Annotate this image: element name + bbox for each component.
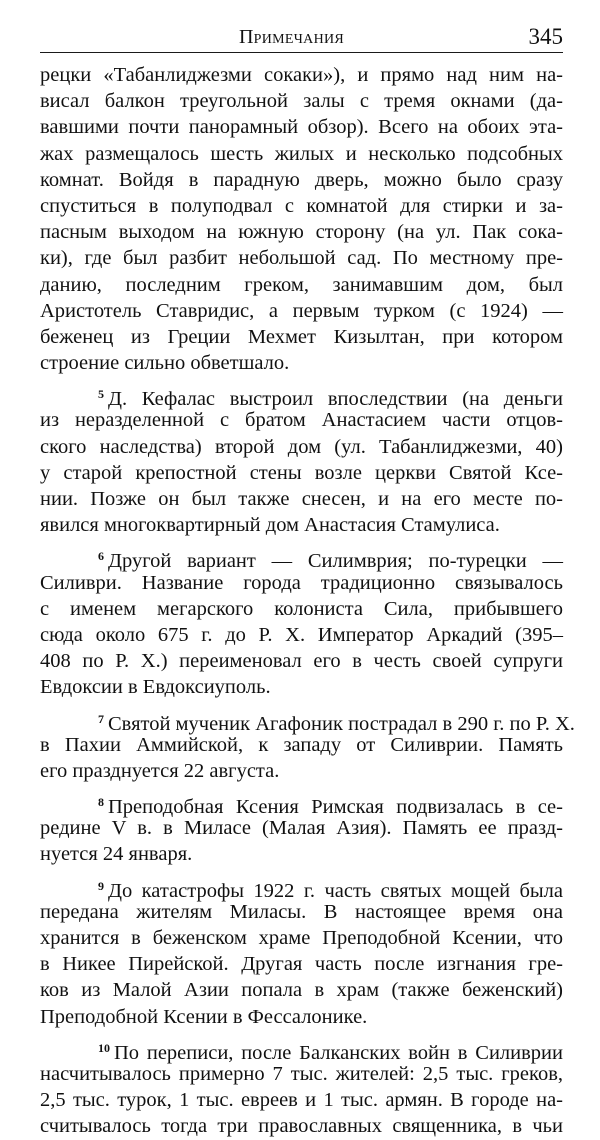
text-line: нуется 24 января.: [40, 843, 193, 866]
notes-body: [40, 62, 575, 1140]
text-line: нии. Позже он был также снесен, и на его месте по-: [40, 488, 563, 510]
text-line: Силиври. Название города традиционно связывалось: [40, 571, 563, 594]
text-line: Евдоксии в Евдоксиуполь.: [40, 676, 271, 699]
text-line: беженец из Греции Мехмет Кизылтан, при котором: [40, 325, 563, 348]
text-line: строение сильно обветшало.: [40, 352, 290, 375]
footnote-number: 10: [98, 1040, 110, 1055]
text-line: 2,5 тыс. турок, 1 тыс. евреев и 1 тыс. армян. В городе на-: [40, 1089, 563, 1112]
text-line: Другой вариант — Силимврия; по-турецки —: [108, 550, 563, 573]
text-line: 408 по Р. Х.) переименовал его в честь своей супруги: [40, 650, 563, 673]
text-line: считывалось тогда три православных священника, в чьи: [40, 1115, 563, 1138]
text-line: пасным выходом на южную сторону (на ул. Пак сока-: [40, 221, 563, 244]
text-line: передана жителям Миласы. В настоящее время она: [40, 900, 563, 923]
text-line-first: [40, 706, 575, 735]
text-line: с именем мегарского колониста Сила, прибывшего: [40, 597, 563, 620]
running-header: [40, 24, 563, 53]
footnote-9: [40, 873, 563, 1030]
text-line: Д. Кефалас выстроил впоследствии (на деньги: [108, 388, 563, 411]
footnote-number: 9: [98, 878, 104, 893]
text-line: из неразделенной с братом Анастасием части отцов-: [40, 409, 563, 432]
text-line-first: [40, 1035, 563, 1064]
text-line: Святой мученик Агафоник пострадал в 290 г. по Р. Х.: [108, 712, 575, 735]
text-line: насчитывалось примерно 7 тыс. жителей: 2,5 тыс. греков,: [40, 1062, 563, 1085]
text-line: ков из Малой Азии попала в храм (также беженский): [40, 979, 563, 1002]
footnote-5: [40, 381, 563, 538]
text-line: вавшими почти панорамный обзор). Всего на обоих эта-: [40, 116, 563, 139]
text-line: данию, последним греком, занимавшим дом, был: [40, 273, 563, 296]
text-line: комнат. Войдя в парадную дверь, можно было сразу: [40, 168, 563, 191]
text-line: Преподобная Ксения Римская подвизалась в се-: [108, 796, 563, 819]
text-line: у старой крепостной стены возле церкви Святой Ксе-: [40, 461, 563, 484]
footnote-number: 7: [98, 711, 104, 726]
footnote-8: [40, 789, 563, 868]
text-line: рецки «Табанлиджезми сокаки»), и прямо над ним на-: [40, 64, 563, 86]
text-line: Преподобной Ксении в Фессалонике.: [40, 1005, 368, 1028]
text-line: его празднуется 22 августа.: [40, 759, 280, 782]
text-line: хранится в беженском храме Преподобной Ксении, что: [40, 927, 563, 949]
text-line: висал балкон треугольной залы с тремя окнами (да-: [40, 90, 563, 113]
text-line-first: [40, 873, 563, 902]
text-line: По переписи, после Балканских войн в Силиврии: [114, 1041, 563, 1064]
text-line-first: [40, 543, 563, 573]
note-continuation: [40, 62, 563, 376]
text-line: редине V в. в Миласе (Малая Азия). Память ее празд-: [40, 817, 563, 840]
text-line: ского наследства) второй дом (ул. Табанлиджезми, 40): [40, 435, 563, 458]
text-line-first: [40, 789, 563, 819]
footnote-number: 6: [98, 549, 104, 564]
text-line: в Никее Пирейской. Другая часть после изгнания гре-: [40, 953, 563, 976]
page-number: 345: [528, 24, 563, 49]
text-line-first: [40, 381, 563, 411]
text-line: жах размещалось шесть жилых и несколько подсобных: [40, 142, 563, 165]
book-page: [40, 24, 575, 1140]
footnote-number: 5: [98, 387, 104, 402]
text-line: До катастрофы 1922 г. часть святых мощей была: [108, 879, 563, 902]
footnote-7: [40, 706, 575, 785]
text-line: сюда около 675 г. до Р. Х. Император Аркадий (395–: [40, 623, 563, 646]
footnote-6: [40, 543, 563, 700]
footnote-10: [40, 1035, 563, 1140]
text-line: ки), где был разбит небольшой сад. По местному пре-: [40, 247, 563, 270]
running-title: Примечания: [238, 26, 345, 48]
text-line: спуститься в полуподвал с комнатой для стирки и за-: [40, 194, 563, 217]
footnote-number: 8: [98, 795, 104, 810]
text-line: в Пахии Аммийской, к западу от Силиврии. Память: [40, 733, 563, 756]
text-line: явился многоквартирный дом Анастасия Стамулиса.: [40, 514, 500, 537]
text-line: Аристотель Ставридис, а первым турком (с 1924) —: [40, 299, 563, 322]
